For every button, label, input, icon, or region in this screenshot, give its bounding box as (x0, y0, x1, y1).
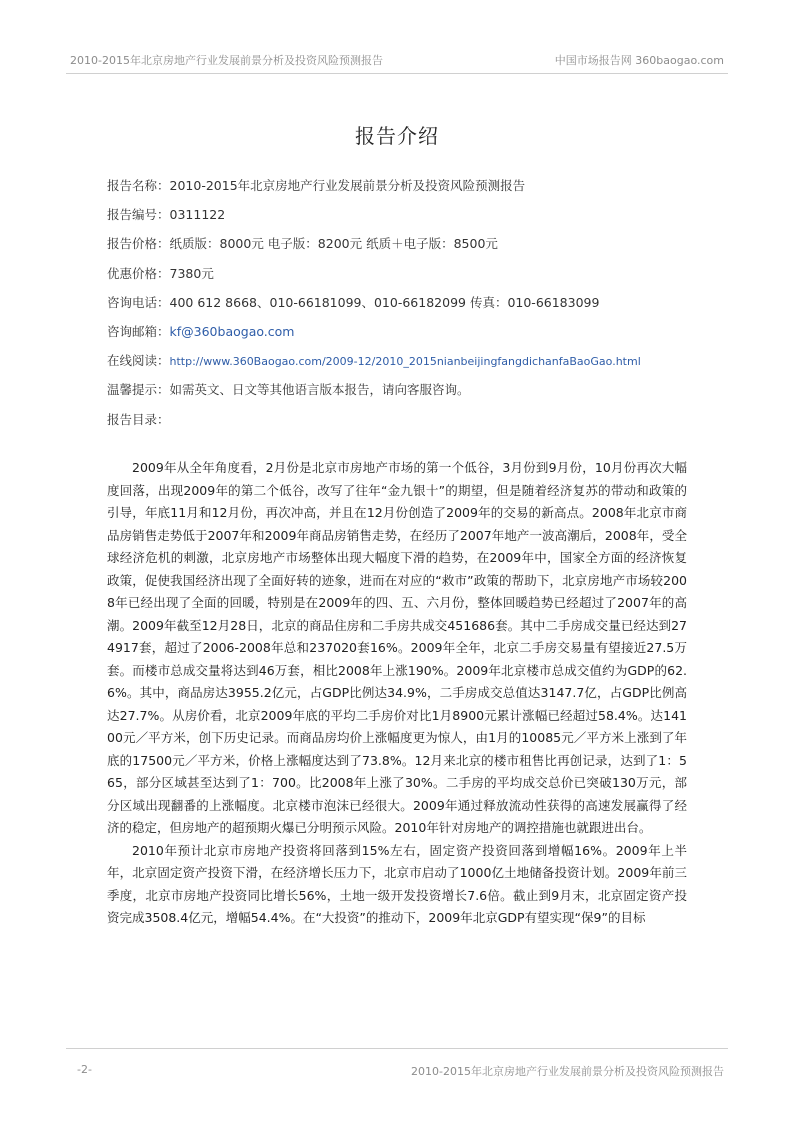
info-label: 在线阅读： (107, 353, 170, 369)
email-link[interactable]: kf@360baogao.com (169, 323, 295, 339)
report-name-value: 2010-2015年北京房地产行业发展前景分析及投资风险预测报告 (169, 178, 526, 193)
info-row-discount (107, 264, 707, 293)
info-label: 优惠价格： (107, 265, 170, 281)
tip-value: 如需英文、日文等其他语言版本报告，请向客服咨询。 (169, 382, 470, 398)
info-row-email (107, 322, 707, 351)
body-paragraph: 2009年从全年角度看，2月份是北京市房地产市场的第一个低谷，3月份到9月份，10月份再次大幅度回落，出现2009年的第二个低谷，改写了往年“金九银十”的期望，但是随着经济复苏的带动和政策的引导，年底11月和12月份，再次冲高，并且在12月份创造了2009年的交易的新高点。2008年北京市商品房销售走势低于2007年和2009年商品房销售走势，在经历了2007年地产一波高潮后，2008年，受全球经济危机的刺激，北京房地产市场整体出现大幅度下滑的趋势，在2009年中，国家全方面的经济恢复政策，促使我国经济出现了全面好转的迹象，进而在对应的“救市”政策的帮助下，北京房地产市场较2008年已经出现了全面的回暖，特别是在2009年的四、五、六月份，整体回暖趋势已经超过了2007年的高潮。2009年截至12月28日，北京的商品住房和二手房共成交451686套。其中二手房成交量已经达到274917套，超过了2006-2008年总和237020套16%。2009年全年，北京二手房交易量有望接近27.5万套。而楼市总成交量将达到46万套，相比2008年上涨190%。2009年北京楼市总成交值约为GDP的62.6%。其中，商品房达3955.2亿元，占GDP比例达34.9%，二手房成交总值达3147.7亿，占GDP比例高达27.7%。从房价看，北京2009年底的平均二手房价对比1月8900元累计涨幅已经超过58.4%。达14100元／平方米，创下历史记录。而商品房均价上涨幅度更为惊人，由1月的10085元／平方米上涨到了年底的17500元／平方米，价格上涨幅度达到了73.8%。12月来北京的楼市租售比再创记录，达到了1：565，部分区域甚至达到了1：700。比2008年上涨了30%。二手房的平均成交总价已突破130万元，部分区域出现翻番的上涨幅度。北京楼市泡沫已经很大。2009年通过释放流动性获得的高速发展赢得了经济的稳定，但房地产的超预期火爆已分明预示风险。2010年针对房地产的调控措施也就跟进出台。 (107, 460, 687, 835)
info-row-price (107, 234, 707, 263)
page-title: 报告介绍 (355, 124, 439, 148)
phone-value: 400 612 8668、010-66181099、010-66182099 传真：010-66183099 (169, 294, 600, 310)
body-paragraph: 2010年预计北京市房地产投资将回落到15%左右，固定资产投资回落到增幅16%。2009年上半年，北京固定资产投资下滑，在经济增长压力下，北京市启动了1000亿土地储备投资计划。2009年前三季度，北京市房地产投资同比增长56%，土地一级开发投资增长7.6倍。截止到9月末，北京固定资产投资完成3508.4亿元，增幅54.4%。在“大投资”的推动下，2009年北京GDP有望实现“保9”的目标 (107, 842, 687, 925)
info-row-toc (107, 410, 707, 439)
info-row-name (107, 176, 707, 205)
info-label: 报告名称： (107, 178, 170, 193)
info-label: 咨询电话： (107, 294, 170, 310)
footer-report-title: 2010-2015年北京房地产行业发展前景分析及投资风险预测报告 (411, 1065, 724, 1078)
info-row-phone (107, 293, 707, 322)
footer-divider (66, 1048, 728, 1049)
page-number: -2- (77, 1063, 92, 1076)
info-label: 报告目录： (107, 411, 170, 427)
report-info-list (107, 176, 707, 439)
info-label: 报告价格： (107, 236, 170, 252)
header-report-title: 2010-2015年北京房地产行业发展前景分析及投资风险预测报告 (70, 54, 383, 67)
info-row-online (107, 351, 707, 380)
report-body (107, 457, 687, 930)
header-site-name: 中国市场报告网 360baogao.com (554, 54, 724, 67)
info-label: 咨询邮箱： (107, 323, 170, 339)
report-price-value: 纸质版：8000元 电子版：8200元 纸质＋电子版：8500元 (169, 236, 498, 252)
discount-price-value: 7380元 (169, 265, 214, 281)
online-reading-link[interactable]: http://www.360Baogao.com/2009-12/2010_2015nianbeijingfangdichanfaBaoGao.html (169, 355, 641, 369)
info-label: 温馨提示： (107, 382, 170, 398)
info-row-tip (107, 380, 707, 409)
report-number-value: 0311122 (169, 207, 226, 223)
info-label: 报告编号： (107, 207, 170, 223)
info-row-number (107, 205, 707, 234)
header-divider (66, 73, 728, 74)
